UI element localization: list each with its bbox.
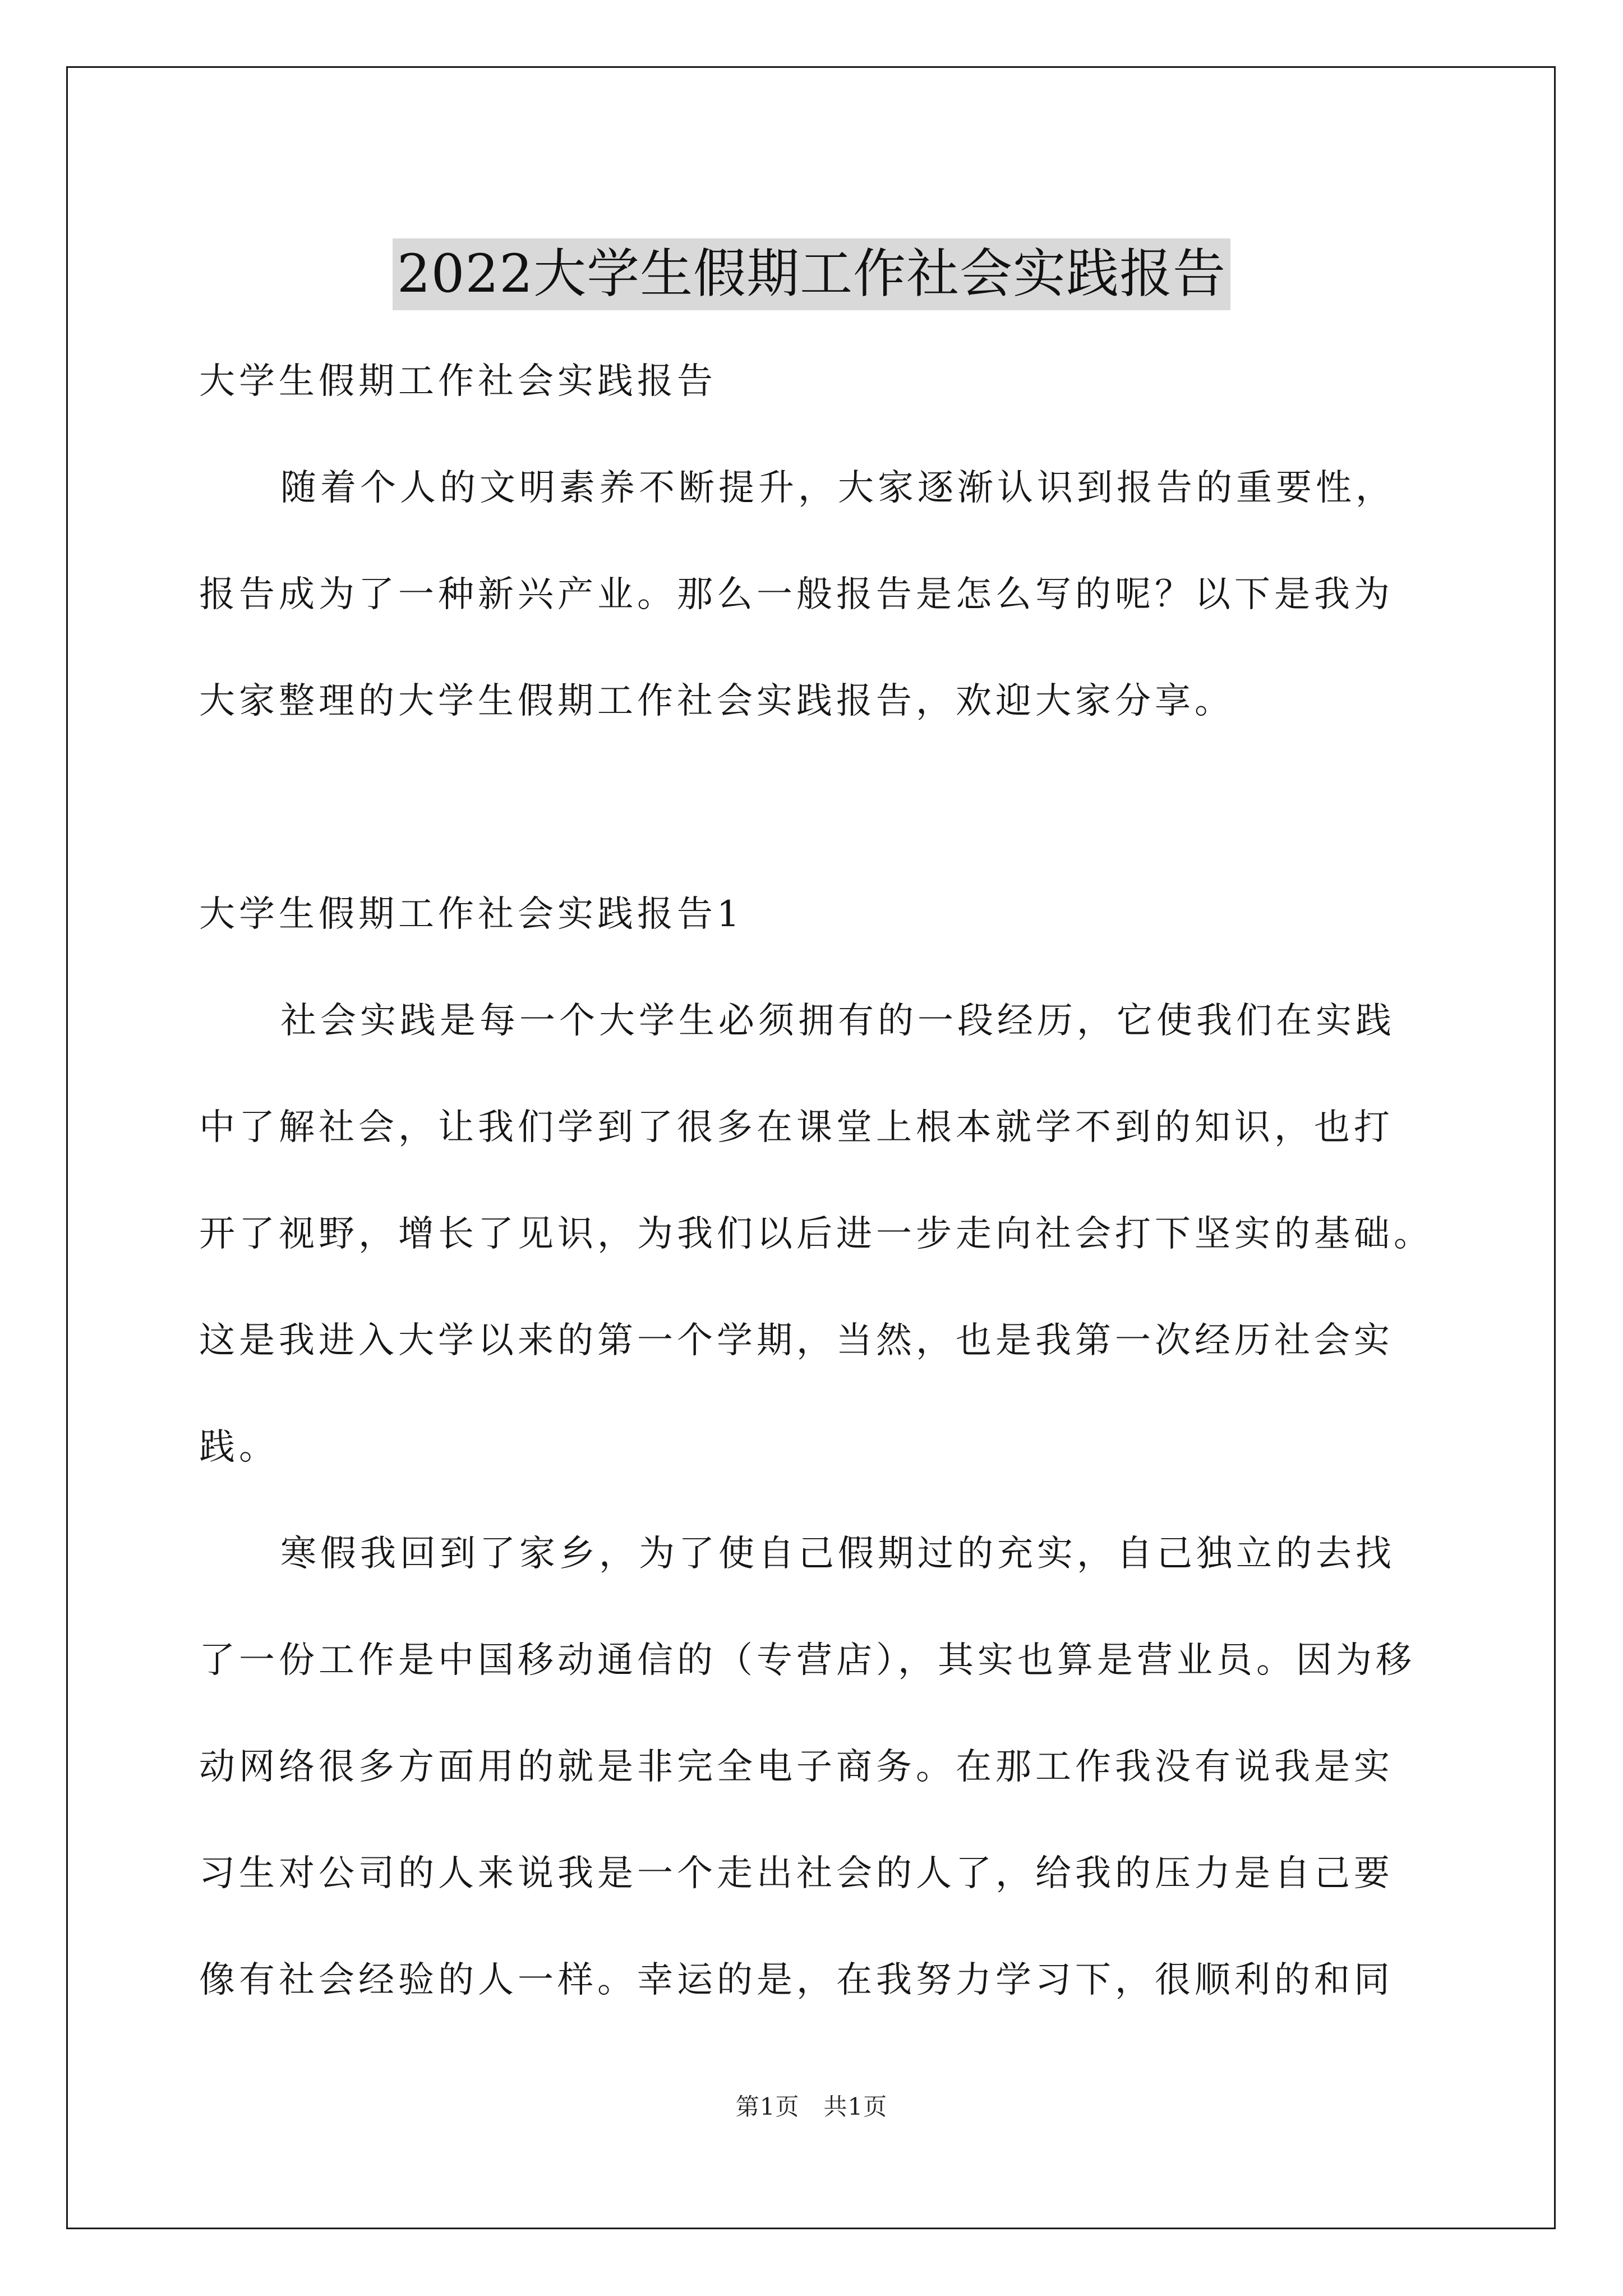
paragraph2-line-5: 像有社会经验的人一样。幸运的是，在我努力学习下，很顺利的和同 [199, 1959, 1394, 2001]
page-footer: 第1页 共1页 [735, 2093, 888, 2120]
intro-line-2: 报告成为了一种新兴产业。那么一般报告是怎么写的呢？以下是我为 [199, 574, 1394, 615]
section-heading: 大学生假期工作社会实践报告1 [199, 894, 744, 935]
paragraph1-line-5: 践。 [199, 1427, 279, 1468]
paragraph1-line-4: 这是我进入大学以来的第一个学期，当然，也是我第一次经历社会实 [199, 1320, 1394, 1361]
paragraph2-line-2: 了一份工作是中国移动通信的（专营店），其实也算是营业员。因为移 [199, 1640, 1415, 1681]
title-container [0, 203, 1623, 346]
paragraph2-line-1: 寒假我回到了家乡，为了使自己假期过的充实，自己独立的去找 [280, 1533, 1395, 1575]
paragraph2-line-4: 习生对公司的人来说我是一个走出社会的人了，给我的压力是自己要 [199, 1853, 1394, 1894]
paragraph1-line-2: 中了解社会，让我们学到了很多在课堂上根本就学不到的知识，也打 [199, 1107, 1394, 1148]
paragraph1-line-1: 社会实践是每一个大学生必须拥有的一段经历，它使我们在实践 [280, 1000, 1395, 1042]
intro-line-1: 随着个人的文明素养不断提升，大家逐渐认识到报告的重要性， [280, 467, 1395, 509]
intro-line-3: 大家整理的大学生假期工作社会实践报告，欢迎大家分享。 [199, 680, 1234, 722]
paragraph1-line-3: 开了视野，增长了见识，为我们以后进一步走向社会打下坚实的基础。 [199, 1213, 1433, 1255]
paragraph2-line-3: 动网络很多方面用的就是非完全电子商务。在那工作我没有说我是实 [199, 1746, 1394, 1788]
document-subtitle: 大学生假期工作社会实践报告 [199, 361, 717, 402]
document-title: 2022大学生假期工作社会实践报告 [393, 238, 1230, 310]
